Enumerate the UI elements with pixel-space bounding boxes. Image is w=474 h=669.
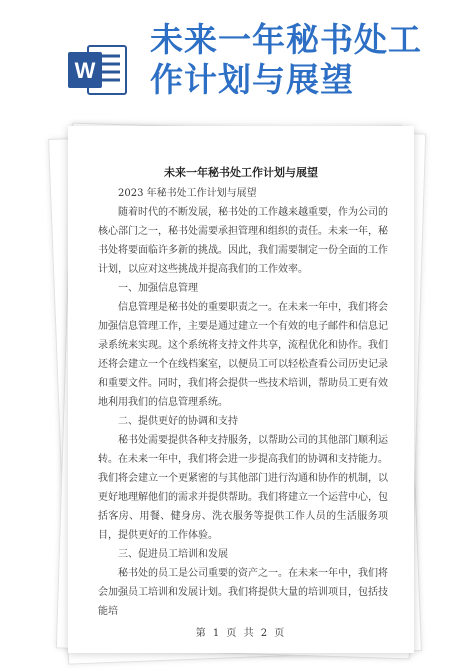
word-logo-letter: W — [74, 58, 96, 83]
word-document-icon — [66, 38, 130, 102]
paragraph: 秘书处需要提供各种支持服务，以帮助公司的其他部门顺利运转。在未来一年中，我们将会进一步提高我们的协调和支持能力。我们将会建立一个更紧密的与其他部门进行沟通和协作的机制，以更好地理解他们的需求并提供帮助。我们将建立一个运营中心，包括客房、用餐、健身房、洗衣服务等提供工作人员的生活服务项目，提供更好的工作体验。 — [98, 435, 388, 541]
page-number: 第 1 页 共 2 页 — [195, 628, 287, 639]
banner-title: 未来一年秘书处工作计划与展望 — [150, 20, 422, 99]
paragraph: 信息管理是秘书处的重要职责之一。在未来一年中，我们将会加强信息管理工作，主要是通过建立一个有效的电子邮件和信息记录系统来实现。这个系统将支持文件共享，流程优化和协作。我们还将会建立一个在线档案室，以便员工可以轻松查看公司历史记录和重要文件。同时，我们将会提供一些技术培训，帮助员工更有效地利用我们的信息管理系统。 — [98, 302, 388, 408]
paragraph: 2023 年秘书处工作计划与展望 — [118, 188, 257, 199]
paragraph: 随着时代的不断发展，秘书处的工作越来越重要，作为公司的核心部门之一，秘书处需要承担管理和组织的责任。未来一年，秘书处将要面临许多新的挑战。因此，我们需要制定一份全面的工作计划，以应对这些挑战并提高我们的工作效率。 — [98, 207, 388, 275]
document-title: 未来一年秘书处工作计划与展望 — [164, 166, 318, 179]
paragraph: 秘书处的员工是公司重要的资产之一。在未来一年中，我们将会加强员工培训和发展计划。我们将提供大量的培训项目，包括技能培 — [98, 568, 388, 617]
section-heading: 三、促进员工培训和发展 — [118, 549, 228, 560]
banner — [0, 0, 474, 130]
section-heading: 二、提供更好的协调和支持 — [118, 416, 238, 427]
document-page — [68, 126, 414, 653]
document-body — [98, 184, 388, 621]
section-heading: 一、加强信息管理 — [118, 283, 198, 294]
